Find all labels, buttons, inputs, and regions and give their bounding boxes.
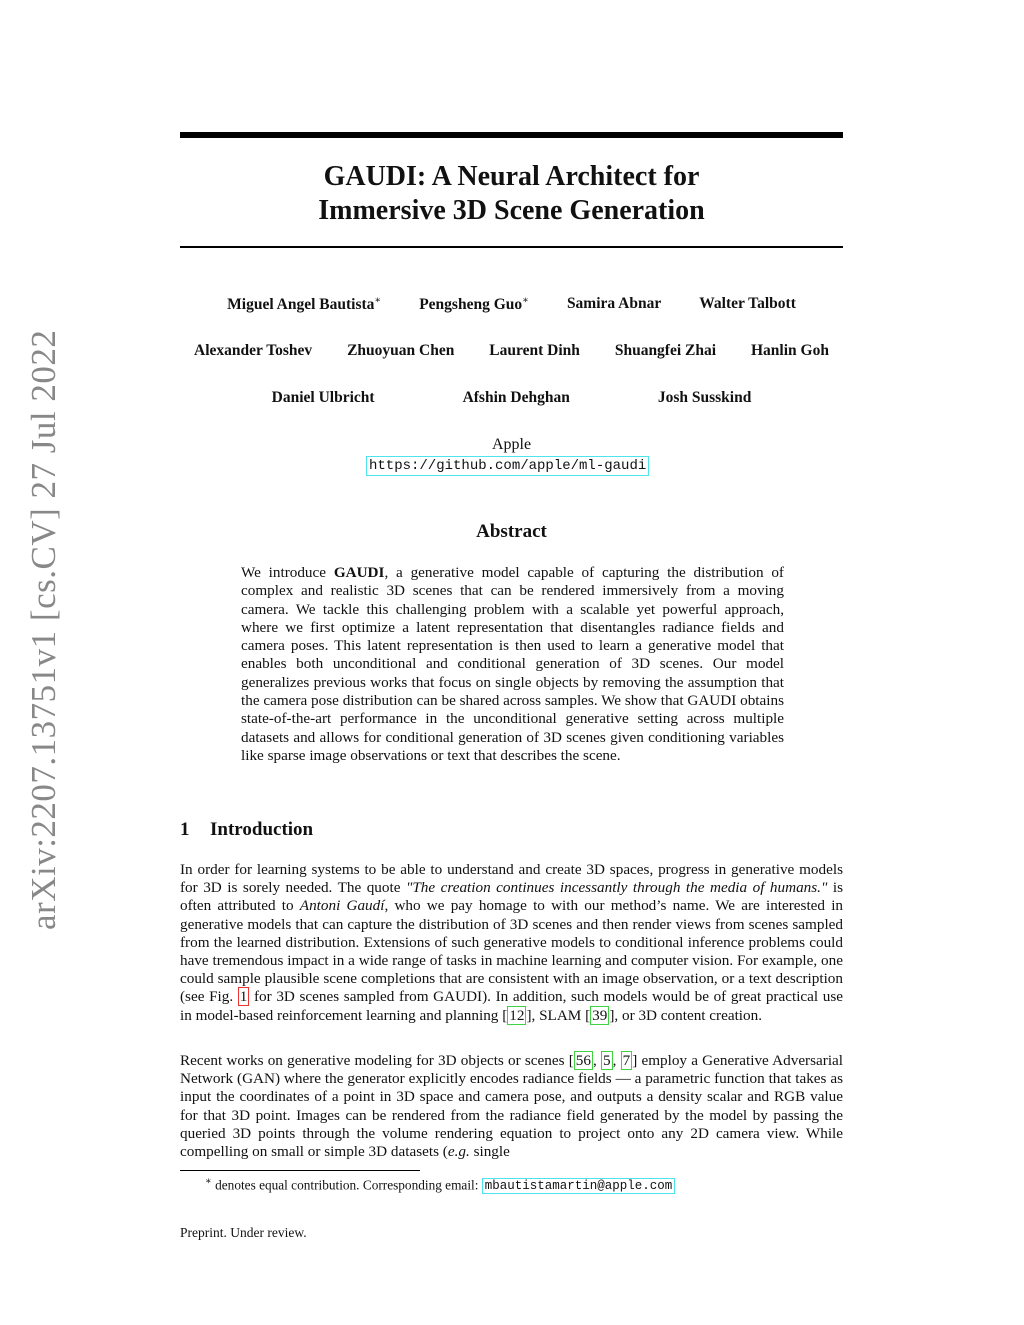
citation-link[interactable]: 12 bbox=[509, 1006, 525, 1024]
author: Hanlin Goh bbox=[751, 342, 829, 359]
affiliation: Apple bbox=[491, 436, 532, 453]
preprint-note: Preprint. Under review. bbox=[180, 1225, 307, 1240]
author: Miguel Angel Bautista∗ bbox=[227, 295, 382, 314]
author: Alexander Toshev bbox=[194, 342, 313, 359]
author: Walter Talbott bbox=[699, 295, 796, 312]
citation-link[interactable]: 39 bbox=[592, 1006, 608, 1024]
author: Pengsheng Guo∗ bbox=[419, 295, 529, 314]
section-heading-introduction: 1 Introduction bbox=[180, 819, 314, 840]
citation-link[interactable]: 56 bbox=[575, 1052, 591, 1069]
arxiv-identifier: arXiv:2207.13751v1 [cs.CV] 27 Jul 2022 bbox=[24, 329, 63, 930]
abstract-heading: Abstract bbox=[476, 521, 547, 542]
intro-paragraph-2: Recent works on generative modeling for 3D objects or scenes [ 56 , 5 , 7 ] employ a Generative Adversarial Network (GAN) where the generator explicitly encodes radiance fields — a parametric function that takes as input the coordinates of a point in 3D space and camera pose, and outputs a density scalar and RGB value for that 3D point. Images can be rendered from the radiance field generated by the model by passing the queried 3D points through the volume rendering equation to project onto any 2D camera view. While compelling on small or simple 3D datasets (e.g. single bbox=[180, 1052, 844, 1161]
citation-link[interactable]: 5 bbox=[603, 1052, 611, 1069]
author-row-2 bbox=[180, 342, 843, 360]
email-link[interactable]: mbautistamartin@apple.com bbox=[482, 1178, 676, 1194]
repo-link[interactable]: https://github.com/apple/ml-gaudi bbox=[366, 456, 649, 476]
intro-paragraph-1: In order for learning systems to be able to understand and create 3D spaces, progress in generative models for 3D is sorely needed. The quote "The creation continues incessantly through the media of humans." is often attributed to Antoni Gaudí, who we pay homage to with our method’s name. We are interested in generative models that can capture the distribution of 3D scenes and then render views from scenes sampled from the learned distribution. Extensions of such generative models to conditional inference problems could have tremendous impact in a wide range of tasks in machine learning and computer vision. For example, one could sample plausible scene completions that are consistent with an image observation, or a text description (see Fig. 1 for 3D scenes sampled from GAUDI). In addition, such models would be of great practical use in model-based reinforcement learning and planning [ 12 ], SLAM [ 39 ], or 3D content creation. bbox=[180, 861, 844, 1024]
author: Shuangfei Zhai bbox=[614, 342, 717, 359]
author: Laurent Dinh bbox=[489, 342, 580, 359]
author: Zhuoyuan Chen bbox=[347, 342, 455, 359]
author-row-1 bbox=[180, 295, 843, 314]
author: Samira Abnar bbox=[566, 295, 662, 312]
author: Josh Susskind bbox=[657, 389, 752, 406]
abstract-body: We introduce GAUDI, a generative model capable of capturing the distribution of complex and realistic 3D scenes that can be rendered immersively from a moving camera. We tackle this challenging problem with a scalable yet powerful approach, where we first optimize a latent representation that disentangles radiance fields and camera poses. This latent representation is then used to learn a generative model that enables both unconditional and conditional generation of 3D scenes. Our model generalizes previous works that focus on single objects by removing the assumption that the camera pose distribution can be shared across samples. We show that GAUDI obtains state-of-the-art performance in the unconditional generative setting across multiple datasets and allows for conditional generation of 3D scenes given conditioning variables like sparse image observations or text that describes the scene. bbox=[241, 564, 784, 764]
author-row-3 bbox=[180, 389, 843, 407]
paper-title bbox=[180, 160, 843, 228]
author: Afshin Dehghan bbox=[462, 389, 570, 406]
title-bottom-rule bbox=[180, 246, 843, 248]
citation-link[interactable]: 7 bbox=[622, 1052, 631, 1069]
footnote-rule bbox=[180, 1170, 420, 1171]
title-top-rule bbox=[180, 132, 843, 138]
footnote: ∗ denotes equal contribution. Corresponding email: mbautistamartin@apple.com bbox=[205, 1176, 675, 1193]
method-name: GAUDI bbox=[333, 564, 385, 581]
author: Daniel Ulbricht bbox=[271, 389, 375, 406]
figure-ref-link[interactable]: 1 bbox=[239, 988, 248, 1006]
title-line-1: GAUDI: A Neural Architect for bbox=[323, 161, 700, 192]
title-line-2: Immersive 3D Scene Generation bbox=[318, 195, 705, 226]
